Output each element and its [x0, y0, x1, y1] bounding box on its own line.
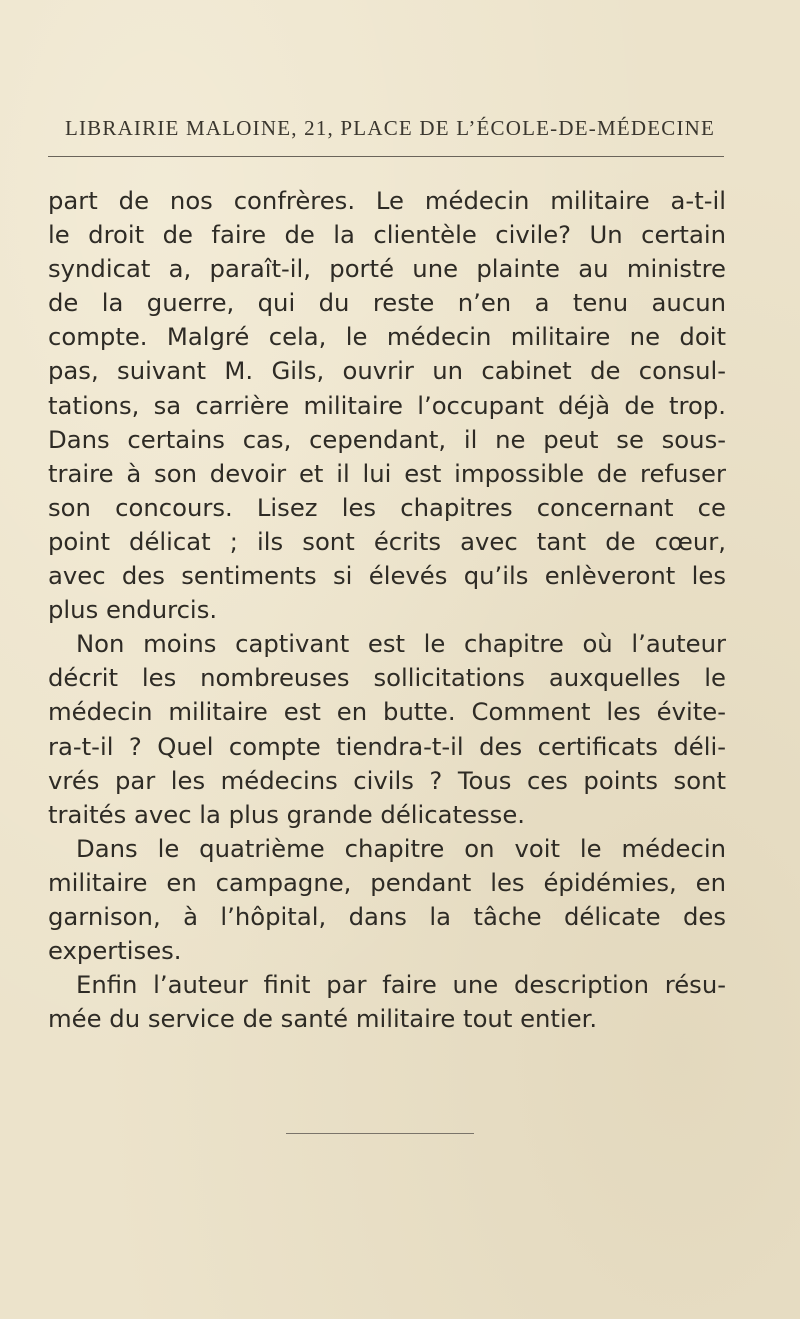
running-head: LIBRAIRIE MALOINE, 21, PLACE DE L’ÉCOLE-DE-MÉDECINE: [64, 116, 716, 140]
header-rule: [48, 156, 724, 157]
text-line: traire à son devoir et il lui est impossible de refuser: [48, 458, 726, 488]
text-line: vrés par les médecins civils ? Tous ces points sont: [48, 765, 726, 795]
text-line: plus endurcis.: [48, 595, 218, 625]
text-line: de la guerre, qui du reste n’en a tenu aucun: [48, 288, 726, 318]
paragraph: [48, 184, 726, 627]
paragraph: [48, 832, 726, 968]
text-line: militaire en campagne, pendant les épidémies, en: [48, 867, 726, 897]
text-line: Dans le quatrième chapitre on voit le médecin: [76, 833, 726, 863]
text-line: décrit les nombreuses sollicitations auxquelles le: [48, 663, 726, 693]
body-text: [48, 184, 726, 1036]
text-line: mée du service de santé militaire tout entier.: [48, 1004, 598, 1034]
text-line: traités avec la plus grande délicatesse.: [48, 799, 526, 829]
text-line: Dans certains cas, cependant, il ne peut se sous-: [48, 424, 726, 454]
paragraph: [48, 627, 726, 832]
text-line: le droit de faire de la clientèle civile? Un certain: [48, 220, 726, 250]
text-line: expertises.: [48, 936, 182, 966]
text-line: avec des sentiments si élevés qu’ils enlèveront les: [48, 561, 726, 591]
text-line: point délicat ; ils sont écrits avec tant de cœur,: [48, 526, 726, 556]
paragraph: [48, 968, 726, 1036]
text-line: tations, sa carrière militaire l’occupant déjà de trop.: [48, 390, 726, 420]
text-line: garnison, à l’hôpital, dans la tâche délicate des: [48, 901, 726, 931]
end-rule: [286, 1133, 474, 1134]
text-line: syndicat a, paraît-il, porté une plainte au ministre: [48, 254, 726, 284]
text-line: son concours. Lisez les chapitres concernant ce: [48, 492, 726, 522]
text-line: ra-t-il ? Quel compte tiendra-t-il des certificats déli-: [48, 731, 726, 761]
text-line: compte. Malgré cela, le médecin militaire ne doit: [48, 322, 726, 352]
text-line: pas, suivant M. Gils, ouvrir un cabinet de consul-: [48, 356, 726, 386]
text-line: part de nos confrères. Le médecin militaire a-t-il: [48, 186, 726, 215]
text-line: médecin militaire est en butte. Comment les évite-: [48, 697, 726, 727]
text-line: Non moins captivant est le chapitre où l’auteur: [76, 629, 726, 659]
text-line: Enfin l’auteur finit par faire une description résu-: [76, 970, 726, 1000]
